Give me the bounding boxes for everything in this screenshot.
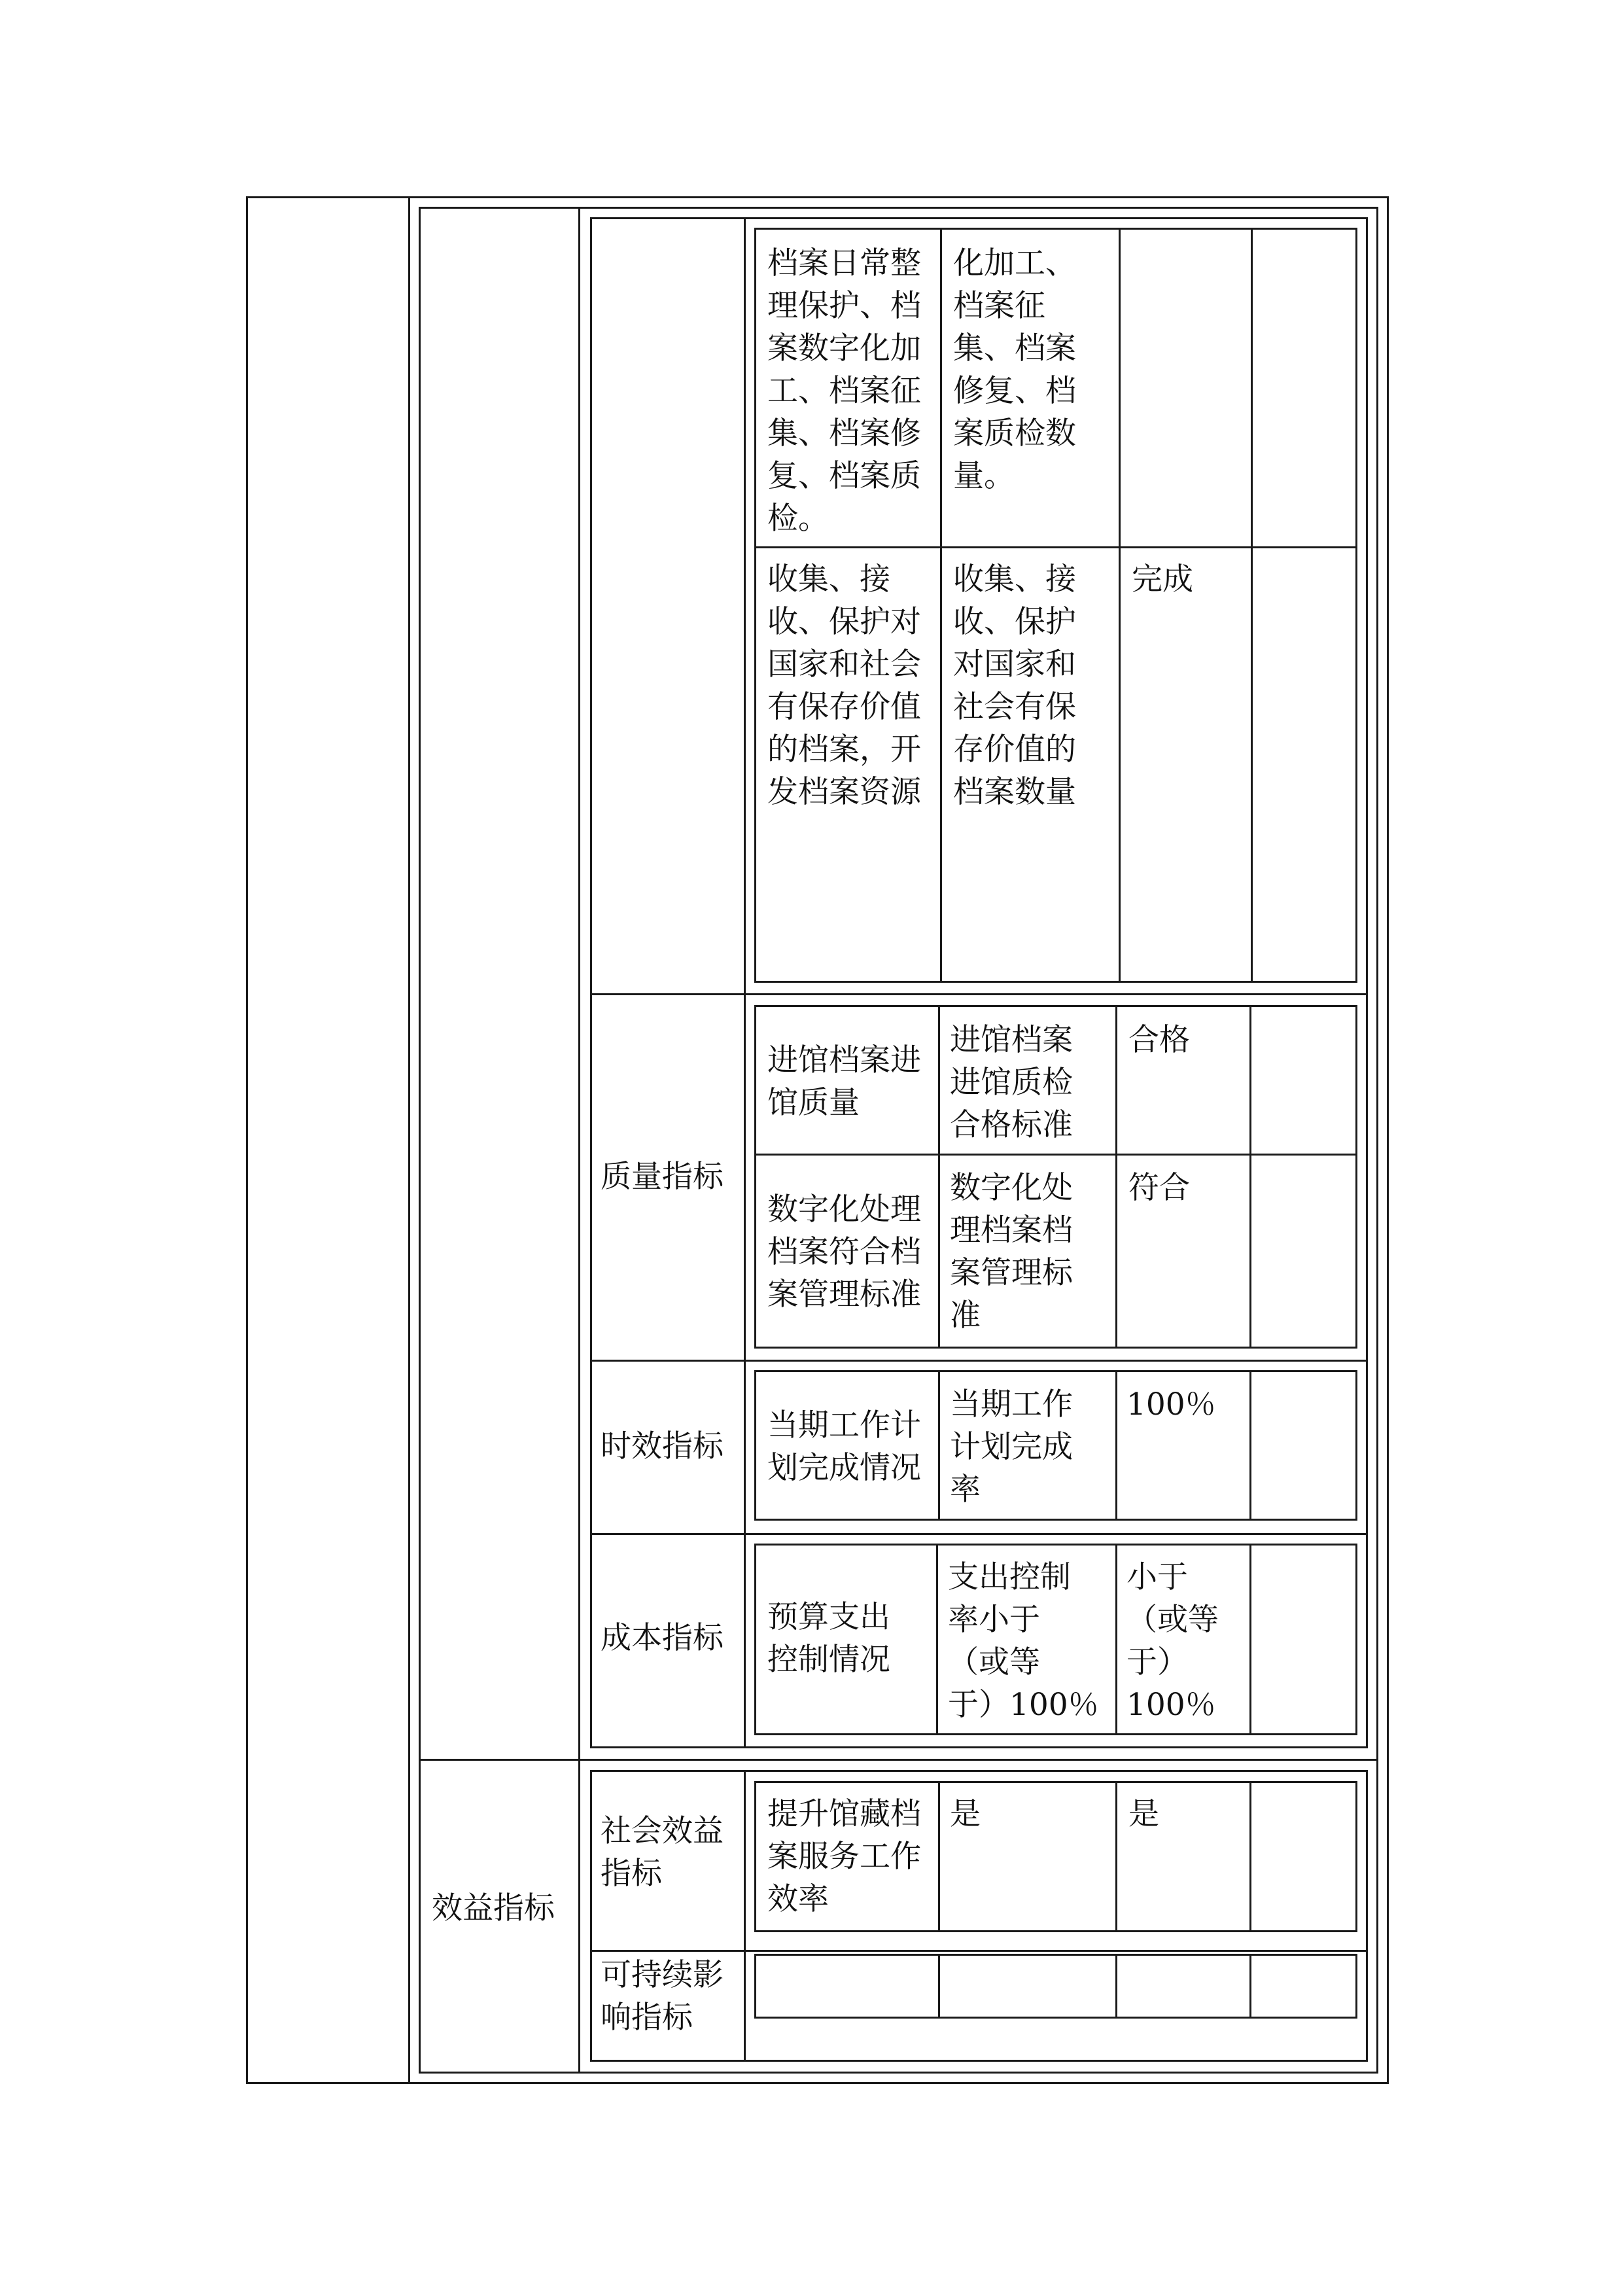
timeliness-inner-top bbox=[754, 1370, 1357, 1372]
timeliness-col-1 bbox=[938, 1370, 940, 1521]
sustainable-col-1 bbox=[938, 1954, 940, 2019]
benefit-label: 效益指标 bbox=[432, 1890, 555, 1926]
outer-col-divider bbox=[408, 196, 410, 2084]
quality-inner-bottom bbox=[754, 1347, 1357, 1349]
quality-col-1 bbox=[938, 1005, 940, 1349]
frame3-col-divider-upper bbox=[744, 217, 746, 1748]
output-row1-standard: 化加工、 档案征 集、档案 修复、档 案质检数 量。 bbox=[953, 245, 1076, 494]
quality-row2-indicator: 数字化处理 档案符合档 案管理标准 bbox=[767, 1192, 921, 1313]
timeliness-inner-bottom bbox=[754, 1519, 1357, 1521]
frame2-left bbox=[419, 207, 421, 2074]
timeliness-col-2 bbox=[1115, 1370, 1117, 1521]
social-inner-bottom bbox=[754, 1930, 1357, 1932]
timeliness-inner-right bbox=[1355, 1370, 1357, 1521]
output-inner-bottom bbox=[754, 981, 1357, 983]
quality-row1-indicator: 进馆档案进 馆质量 bbox=[767, 1042, 921, 1121]
cost-col-2 bbox=[1115, 1544, 1117, 1735]
cost-standard: 支出控制 率小于 （或等 于）100％ bbox=[948, 1559, 1099, 1723]
sustainable-inner-left bbox=[754, 1954, 756, 2019]
sustainable-col-2 bbox=[1115, 1954, 1117, 2019]
cost-inner-right bbox=[1355, 1544, 1357, 1735]
output-row-divider bbox=[754, 546, 1357, 548]
quality-col-3 bbox=[1249, 1005, 1251, 1349]
sustainable-inner-right bbox=[1355, 1954, 1357, 2019]
social-col-2 bbox=[1115, 1781, 1117, 1932]
cost-value: 小于 （或等 于） 100％ bbox=[1126, 1559, 1219, 1723]
outer-border-bottom bbox=[246, 2082, 1389, 2084]
cost-inner-left bbox=[754, 1544, 756, 1735]
social-inner-top bbox=[754, 1781, 1357, 1783]
timeliness-label: 时效指标 bbox=[601, 1428, 724, 1464]
quality-row1-standard: 进馆档案 进馆质检 合格标准 bbox=[950, 1022, 1073, 1143]
frame2-col-divider bbox=[578, 207, 580, 2074]
output-col-3 bbox=[1251, 228, 1253, 983]
output-row2-value: 完成 bbox=[1132, 561, 1193, 597]
frame2-benefit-divider bbox=[419, 1759, 1378, 1761]
timeliness-inner-left bbox=[754, 1370, 756, 1521]
outer-border-left bbox=[246, 196, 248, 2084]
frame3-right-lower bbox=[1366, 1770, 1368, 2062]
quality-row-divider bbox=[754, 1154, 1357, 1156]
output-inner-top bbox=[754, 228, 1357, 230]
quality-label: 质量指标 bbox=[601, 1159, 724, 1195]
sustainable-inner-top bbox=[754, 1954, 1357, 1956]
frame3-left-lower bbox=[590, 1770, 592, 2062]
frame3-top-lower bbox=[590, 1770, 1368, 1772]
output-inner-left bbox=[754, 228, 756, 983]
social-standard: 是 bbox=[950, 1796, 981, 1832]
frame3-top bbox=[590, 217, 1368, 219]
social-inner-left bbox=[754, 1781, 756, 1932]
quality-inner-top bbox=[754, 1005, 1357, 1007]
timeliness-col-3 bbox=[1249, 1370, 1251, 1521]
cost-inner-bottom bbox=[754, 1733, 1357, 1735]
divider-timeliness-cost bbox=[590, 1533, 1368, 1535]
frame2-top bbox=[419, 207, 1378, 209]
divider-output-quality bbox=[590, 993, 1368, 995]
output-inner-right bbox=[1355, 228, 1357, 983]
quality-row2-standard: 数字化处 理档案档 案管理标 准 bbox=[950, 1170, 1073, 1333]
output-row2-standard: 收集、接 收、保护 对国家和 社会有保 存价值的 档案数量 bbox=[953, 561, 1076, 810]
output-row2-indicator: 收集、接 收、保护对 国家和社会 有保存价值 的档案，开 发档案资源 bbox=[767, 561, 921, 810]
quality-inner-left bbox=[754, 1005, 756, 1349]
output-row1-indicator: 档案日常整 理保护、档 案数字化加 工、档案征 集、档案修 复、档案质 检。 bbox=[767, 245, 921, 537]
quality-col-2 bbox=[1115, 1005, 1117, 1349]
frame2-bottom bbox=[419, 2072, 1378, 2074]
quality-row1-value: 合格 bbox=[1128, 1022, 1190, 1058]
social-col-1 bbox=[938, 1781, 940, 1932]
sustainable-impact-label: 可持续影 响指标 bbox=[601, 1957, 724, 2036]
social-value: 是 bbox=[1128, 1796, 1159, 1832]
sustainable-inner-bottom bbox=[754, 2017, 1357, 2019]
cost-col-3 bbox=[1249, 1544, 1251, 1735]
social-indicator: 提升馆藏档 案服务工作 效率 bbox=[767, 1796, 921, 1917]
outer-border-right bbox=[1387, 196, 1389, 2084]
sustainable-col-3 bbox=[1249, 1954, 1251, 2019]
frame3-bottom-lower bbox=[590, 2060, 1368, 2062]
cost-indicator: 预算支出 控制情况 bbox=[767, 1599, 890, 1678]
frame2-right bbox=[1376, 207, 1378, 2074]
quality-row2-value: 符合 bbox=[1128, 1170, 1190, 1206]
cost-col-1 bbox=[936, 1544, 938, 1735]
output-col-1 bbox=[940, 228, 942, 983]
frame3-bottom-upper bbox=[590, 1746, 1368, 1748]
divider-quality-timeliness bbox=[590, 1360, 1368, 1362]
divider-social-sustainable bbox=[590, 1950, 1368, 1952]
frame3-right-upper bbox=[1366, 217, 1368, 1748]
cost-label: 成本指标 bbox=[601, 1620, 724, 1656]
outer-border-top bbox=[246, 196, 1389, 198]
timeliness-value: 100％ bbox=[1126, 1386, 1216, 1422]
frame3-left-upper bbox=[590, 217, 592, 1748]
frame3-col-divider-lower bbox=[744, 1770, 746, 2062]
timeliness-standard: 当期工作 计划完成 率 bbox=[950, 1386, 1073, 1508]
social-inner-right bbox=[1355, 1781, 1357, 1932]
cost-inner-top bbox=[754, 1544, 1357, 1545]
social-benefit-label: 社会效益 指标 bbox=[601, 1813, 724, 1892]
timeliness-indicator: 当期工作计 划完成情况 bbox=[767, 1407, 921, 1486]
social-col-3 bbox=[1249, 1781, 1251, 1932]
quality-inner-right bbox=[1355, 1005, 1357, 1349]
output-col-2 bbox=[1119, 228, 1121, 983]
